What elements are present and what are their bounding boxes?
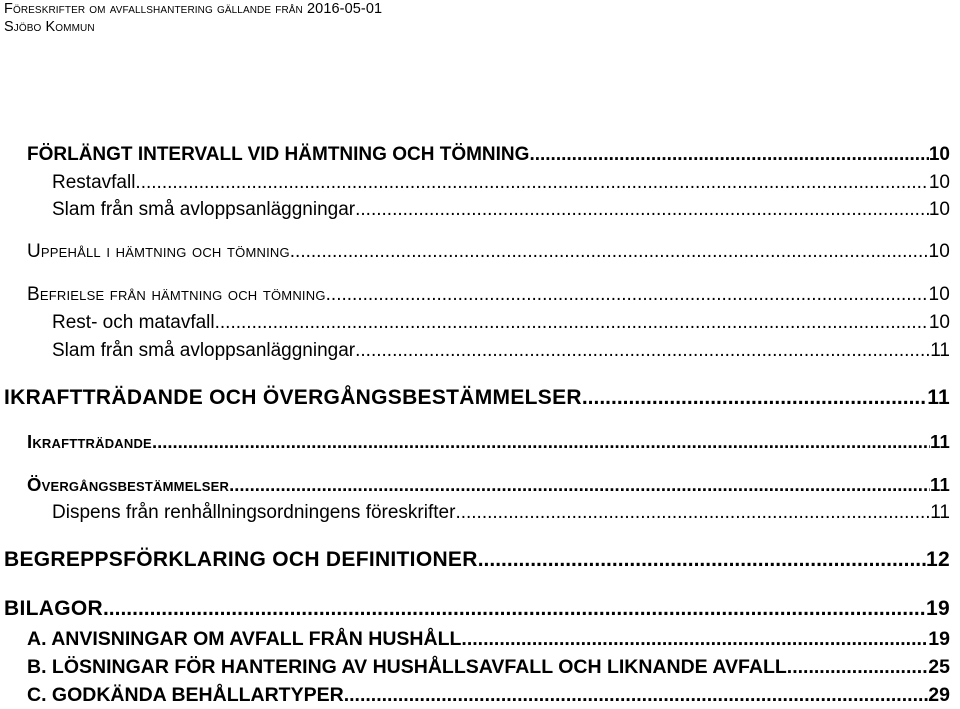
toc-dot-leader bbox=[135, 172, 928, 194]
header-document-title: Föreskrifter om avfallshantering gällande från 2016-05-01 bbox=[4, 1, 383, 17]
toc-page-number: 12 bbox=[926, 548, 950, 571]
toc-entry[interactable] bbox=[27, 241, 950, 263]
toc-entry[interactable] bbox=[4, 386, 950, 410]
toc-dot-leader bbox=[478, 548, 926, 572]
toc-dot-leader bbox=[582, 386, 927, 410]
toc-dot-leader bbox=[455, 502, 930, 524]
toc-entry-title: Befrielse från hämtning och tömning bbox=[27, 284, 326, 305]
toc-page-number: 29 bbox=[928, 684, 950, 706]
header-municipality: Sjöbo Kommun bbox=[4, 19, 95, 35]
toc-page-number: 11 bbox=[930, 502, 950, 523]
toc-entry[interactable] bbox=[52, 172, 950, 194]
toc-page-number: 11 bbox=[930, 340, 950, 361]
toc-dot-leader bbox=[290, 241, 929, 263]
toc-entry-title: Slam från små avloppsanläggningar bbox=[52, 340, 356, 361]
toc-entry-title: B. LÖSNINGAR FÖR HANTERING AV HUSHÅLLSAVFALL OCH LIKNANDE AVFALL bbox=[27, 656, 787, 678]
toc-entry[interactable] bbox=[27, 628, 950, 651]
toc-page-number: 10 bbox=[928, 312, 950, 333]
toc-entry[interactable] bbox=[27, 431, 950, 453]
toc-page-number: 10 bbox=[928, 144, 950, 165]
toc-entry-title: BILAGOR bbox=[4, 597, 103, 620]
toc-entry[interactable] bbox=[52, 340, 950, 362]
toc-entry-title: Slam från små avloppsanläggningar bbox=[52, 199, 356, 220]
toc-page-number: 11 bbox=[927, 386, 950, 409]
toc-dot-leader bbox=[344, 684, 929, 707]
toc-entry[interactable] bbox=[52, 502, 950, 524]
toc-dot-leader bbox=[787, 656, 929, 679]
toc-entry[interactable] bbox=[27, 474, 950, 496]
toc-dot-leader bbox=[529, 144, 928, 166]
toc-entry-title: Övergångsbestämmelser bbox=[27, 474, 230, 495]
toc-dot-leader bbox=[103, 597, 926, 621]
toc-entry[interactable] bbox=[4, 597, 950, 621]
toc-dot-leader bbox=[229, 474, 930, 496]
toc-entry-title: Restavfall bbox=[52, 172, 136, 193]
toc-entry-title: A. ANVISNINGAR OM AVFALL FRÅN HUSHÅLL bbox=[27, 628, 462, 650]
toc-entry[interactable] bbox=[27, 144, 950, 166]
toc-dot-leader bbox=[326, 284, 929, 306]
toc-entry-title: Uppehåll i hämtning och tömning bbox=[27, 241, 290, 262]
toc-entry-title: Rest- och matavfall bbox=[52, 312, 215, 333]
toc-entry-title: FÖRLÄNGT INTERVALL VID HÄMTNING OCH TÖMNING bbox=[27, 144, 530, 165]
toc-page-number: 10 bbox=[928, 172, 950, 193]
toc-page-number: 19 bbox=[928, 628, 950, 650]
toc-entry-title: C. GODKÄNDA BEHÅLLARTYPER bbox=[27, 684, 344, 706]
toc-page-number: 11 bbox=[930, 431, 950, 452]
toc-page-number: 10 bbox=[928, 241, 950, 262]
toc-entry-title: Ikraftträdande bbox=[27, 431, 152, 452]
toc-dot-leader bbox=[461, 628, 928, 651]
toc-entry[interactable] bbox=[52, 199, 950, 221]
page-header bbox=[4, 0, 382, 36]
toc-page-number: 10 bbox=[928, 284, 950, 305]
toc-entry-title: Dispens från renhållningsordningens föreskrifter bbox=[52, 502, 456, 523]
toc-dot-leader bbox=[355, 340, 930, 362]
toc-entry[interactable] bbox=[4, 548, 950, 572]
toc-dot-leader bbox=[355, 199, 929, 221]
toc-entry[interactable] bbox=[27, 684, 950, 707]
toc-entry[interactable] bbox=[52, 312, 950, 334]
toc-page-number: 10 bbox=[928, 199, 950, 220]
toc-entry[interactable] bbox=[27, 656, 950, 679]
toc-dot-leader bbox=[215, 312, 929, 334]
toc-entry-title: BEGREPPSFÖRKLARING OCH DEFINITIONER bbox=[4, 548, 478, 571]
toc-entry-title: IKRAFTTRÄDANDE OCH ÖVERGÅNGSBESTÄMMELSER bbox=[4, 386, 582, 409]
toc-page-number: 19 bbox=[926, 597, 950, 620]
toc-dot-leader bbox=[152, 431, 930, 453]
toc-page-number: 25 bbox=[928, 656, 950, 678]
toc-page-number: 11 bbox=[930, 474, 950, 495]
toc-entry[interactable] bbox=[27, 284, 950, 306]
